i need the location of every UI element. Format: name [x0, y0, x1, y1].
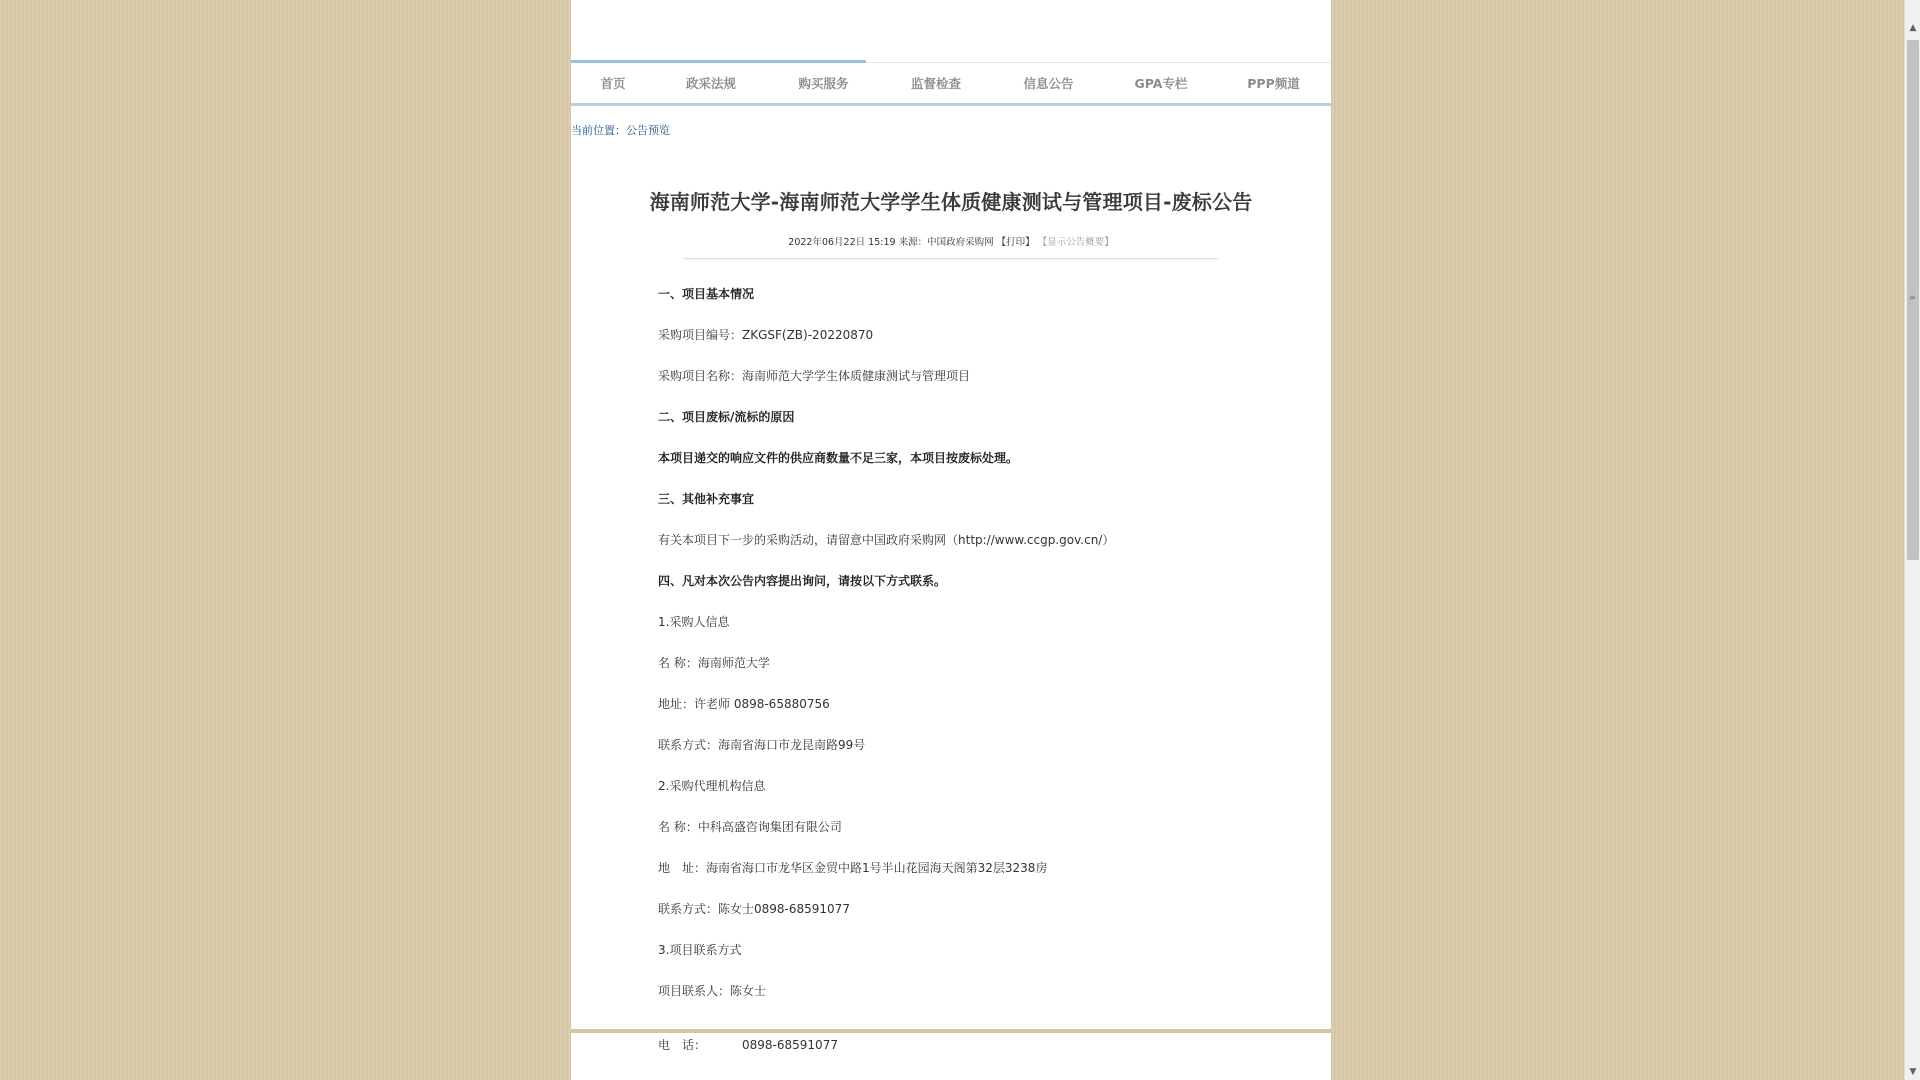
scroll-up-arrow-icon[interactable]: ▲ [1909, 23, 1917, 33]
section-heading: 一、项目基本情况 [658, 287, 755, 301]
content-line: 有关本项目下一步的采购活动，请留意中国政府采购网（http://www.ccgp.gov.cn/） [658, 533, 1115, 547]
vertical-scrollbar[interactable] [1904, 0, 1920, 1080]
nav-item-ppp[interactable]: PPP频道 [1247, 76, 1300, 91]
nav-item-home[interactable]: 首页 [600, 76, 626, 91]
nav-item-announcements[interactable]: 信息公告 [1023, 76, 1074, 91]
nav-item-gpa[interactable]: GPA专栏 [1134, 76, 1188, 91]
content-line: 地址：许老师 0898-65880756 [658, 697, 830, 711]
content-line: 联系方式：海南省海口市龙昆南路99号 [658, 738, 866, 752]
section-heading: 二、项目废标/流标的原因 [658, 410, 795, 424]
header-area [571, 0, 1331, 62]
content-line: 2.采购代理机构信息 [658, 779, 766, 793]
nav-item-regulations[interactable]: 政采法规 [685, 76, 736, 91]
content-line: 采购项目编号：ZKGSF(ZB)-20220870 [658, 328, 874, 342]
content-line: 名 称：海南师范大学 [658, 656, 770, 670]
breadcrumb-label: 当前位置： [571, 124, 626, 137]
breadcrumb [571, 122, 1331, 138]
phone-value: 0898-68591077 [742, 1038, 838, 1052]
page-title: 海南师范大学-海南师范大学学生体质健康测试与管理项目-废标公告 [649, 190, 1253, 214]
scroll-grip-icon: ≡ [1909, 293, 1916, 302]
show-summary-link[interactable]: 【显示公告概要】 [1037, 237, 1114, 248]
content-line: 采购项目名称：海南师范大学学生体质健康测试与管理项目 [658, 369, 971, 383]
section-heading: 四、凡对本次公告内容提出询问，请按以下方式联系。 [658, 574, 947, 588]
section-heading: 本项目递交的响应文件的供应商数量不足三家，本项目按废标处理。 [658, 451, 1019, 465]
footer-band [571, 1029, 1331, 1033]
content-line: 地 址：海南省海口市龙华区金贸中路1号半山花园海天阁第32层3238房 [658, 861, 1048, 875]
phone-label: 电 话： [658, 1038, 707, 1052]
article-source: 来源：中国政府采购网 [898, 237, 994, 248]
content-line: 项目联系人：陈女士 [658, 984, 767, 998]
breadcrumb-current-link[interactable]: 公告预览 [626, 124, 670, 137]
title-divider [684, 258, 1218, 259]
scroll-down-arrow-icon[interactable]: ▼ [1909, 1067, 1917, 1077]
nav-item-supervision[interactable]: 监督检查 [910, 76, 961, 91]
content-line: 1.采购人信息 [658, 615, 730, 629]
article-content [658, 274, 1258, 1012]
nav-item-purchase-services[interactable]: 购买服务 [798, 76, 849, 91]
main-nav [571, 62, 1331, 106]
content-line: 名 称：中科高盛咨询集团有限公司 [658, 820, 842, 834]
article-meta [571, 234, 1331, 248]
section-heading: 三、其他补充事宜 [658, 492, 755, 506]
publish-datetime: 2022年06月22日 15:19 [788, 237, 896, 248]
content-line: 联系方式：陈女士0898-68591077 [658, 902, 850, 916]
content-line: 3.项目联系方式 [658, 943, 742, 957]
print-link[interactable]: 【打印】 [996, 237, 1035, 248]
nav-accent-bar [571, 60, 866, 63]
contact-phone-line [658, 1036, 838, 1053]
main-page [571, 0, 1331, 1080]
